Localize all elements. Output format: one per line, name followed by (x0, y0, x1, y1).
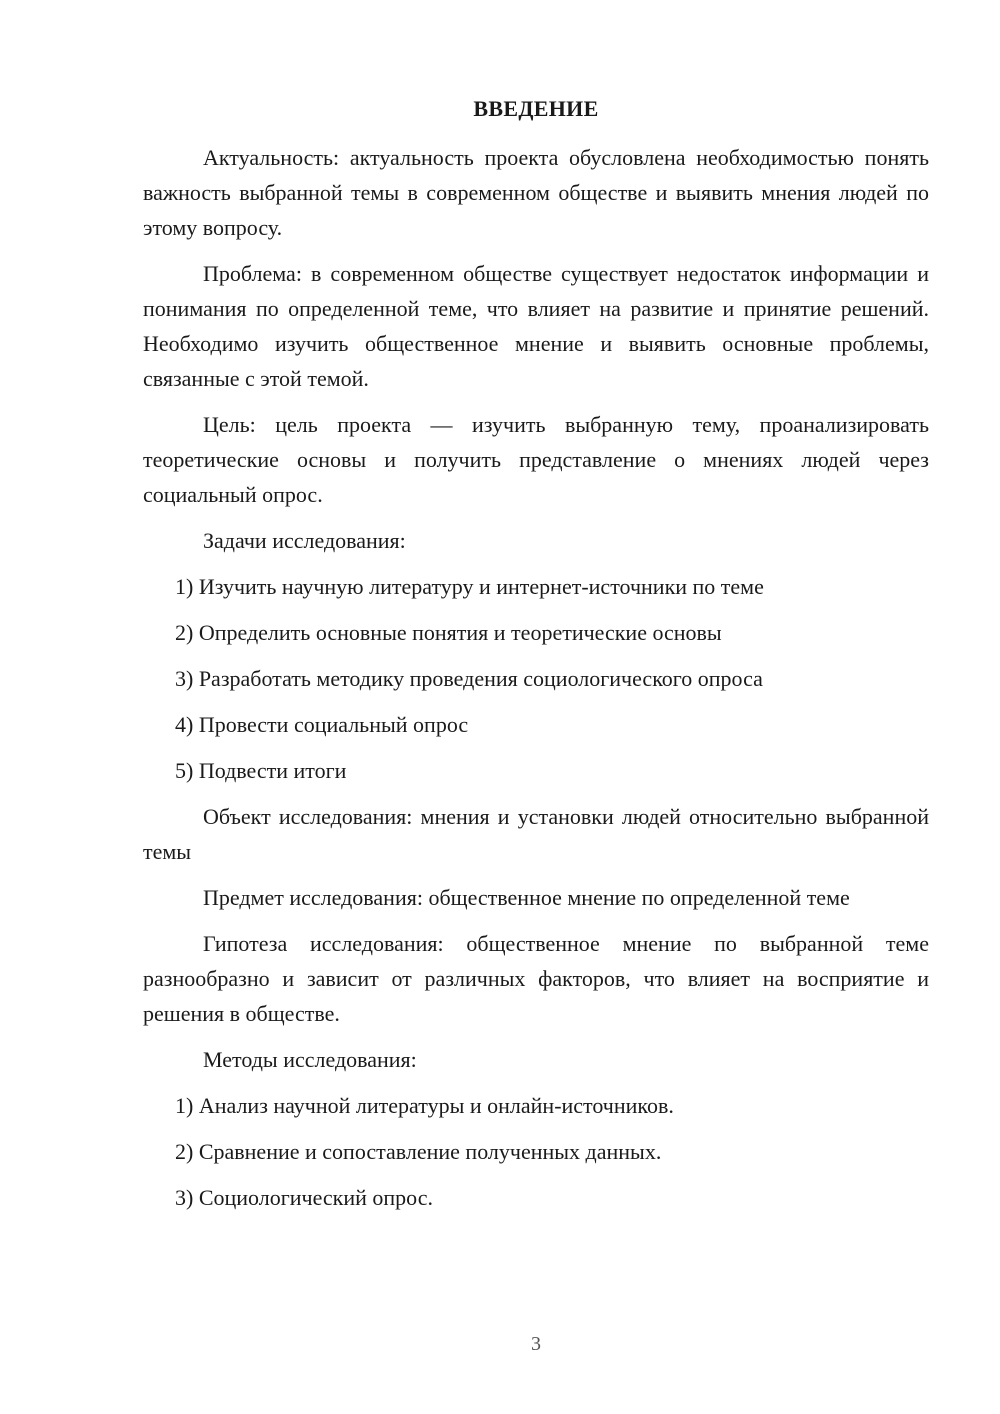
object-paragraph: Объект исследования: мнения и установки людей относительно выбранной темы (143, 804, 929, 864)
problem-paragraph: Проблема: в современном обществе существует недостаток информации и понимания по определенной теме, что влияет на развитие и принятие решений. Необходимо изучить общественное мнение и выявить основные проблемы, связанные с этой темой. (143, 261, 929, 391)
subject-paragraph: Предмет исследования: общественное мнение по определенной теме (203, 885, 850, 910)
goal-paragraph: Цель: цель проекта — изучить выбранную тему, проанализировать теоретические основы и получить представление о мнениях людей через социальный опрос. (143, 412, 929, 507)
relevance-paragraph: Актуальность: актуальность проекта обусловлена необходимостью понять важность выбранной темы в современном обществе и выявить мнения людей по этому вопросу. (143, 145, 929, 240)
section-heading: ВВЕДЕНИЕ (473, 96, 599, 121)
list-item: 3) Социологический опрос. (175, 1185, 433, 1210)
list-item: 5) Подвести итоги (175, 758, 347, 783)
list-item: 3) Разработать методику проведения социологического опроса (175, 666, 763, 691)
list-item: 1) Анализ научной литературы и онлайн-источников. (175, 1093, 674, 1118)
list-item: 1) Изучить научную литературу и интернет-источники по теме (175, 574, 764, 599)
page-number: 3 (531, 1333, 541, 1355)
list-item: 4) Провести социальный опрос (175, 712, 469, 737)
hypothesis-paragraph: Гипотеза исследования: общественное мнение по выбранной теме разнообразно и зависит от различных факторов, что влияет на восприятие и решения в обществе. (143, 931, 929, 1026)
methods-list (143, 1088, 929, 1215)
list-item: 2) Сравнение и сопоставление полученных данных. (175, 1139, 662, 1164)
tasks-list (143, 569, 929, 788)
tasks-intro: Задачи исследования: (203, 528, 406, 553)
document-body (143, 140, 929, 1215)
list-item: 2) Определить основные понятия и теоретические основы (175, 620, 722, 645)
methods-intro: Методы исследования: (203, 1047, 417, 1072)
